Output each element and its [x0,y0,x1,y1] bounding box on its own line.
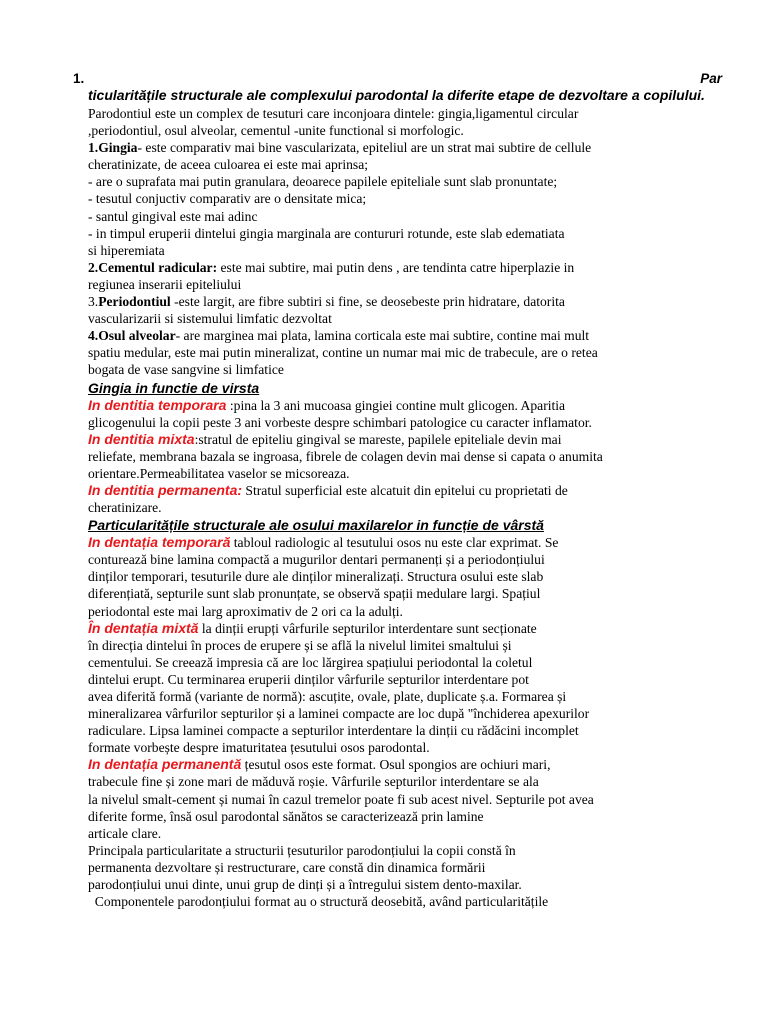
mixta-paragraph: In dentitia mixta:stratul de epiteliu gingival se mareste, papilele epiteliale devin mai [88,430,562,447]
dt-temporara-line: diferențiată, septurile sunt slab pronunțate, se observă spații medulare largi. Spațiul [88,586,541,602]
dt-permanenta-line: trabecule fine și zone mari de măduvă roșie. Vârfurile septurilor interdentare se ala [88,774,539,790]
document-body [73,69,722,910]
closing-line: parodonțiului unui dinte, unui grup de dinți și a întregului sistem dento-maxilar. [88,877,522,893]
cementul-line: regiunea inserarii epiteliului [88,276,242,292]
mixta-line: reliefate, membrana bazala se ingroasa, fibrele de colagen devin mai dense si capata o anumita [88,448,603,464]
permanenta-line: cheratinizare. [88,500,162,516]
section-title: ticularitățile structurale ale complexului parodontal la diferite etape de dezvoltare a copilului. [88,87,705,103]
gingia-line: si hiperemiata [88,242,165,258]
permanenta-label: In dentitia permanenta: [88,481,243,498]
osul-line: spatiu medular, este mai putin mineralizat, contine un numar mai mic de trabecule, are o retea [88,345,598,361]
dt-mixta-line: dintelui erupt. Cu terminarea eruperii dinților vârfurile septurilor interdentare pot [88,671,529,687]
periodontiul-label: Periodontiul [98,294,171,310]
gingia-paragraph: 1.Gingia- este comparativ mai bine vascularizata, epiteliul are un strat mai subtire de cellule [88,140,592,156]
dt-temporara-paragraph: In dentația temporară tabloul radiologic al tesutului osos nu este clar exprimat. Se [88,534,559,551]
gingia-line: - santul gingival este mai adinc [88,208,258,224]
cementul-paragraph: 2.Cementul radicular: este mai subtire, mai putin dens , are tendinta catre hiperplazie in [88,259,575,275]
cementul-label: 2.Cementul radicular: [88,259,218,275]
dt-mixta-line: cementului. Se creează impresia că are loc lărgirea spațiului periodontal la coletul [88,654,533,670]
title-fragment: Par [700,71,722,86]
osul-paragraph: 4.Osul alveolar- are marginea mai plata, lamina corticala este mai subtire, contine mai mult [88,328,590,344]
permanenta-paragraph: In dentitia permanenta: Stratul superficial este alcatuit din epitelui cu proprietati de [88,481,568,498]
closing-line: Componentele parodonțiului format au o structură deosebită, având particularitățile [88,894,549,910]
gingia-line: - in timpul eruperii dintelui gingia marginala are contururi rotunde, este slab edematiata [88,225,565,241]
dt-mixta-line: formate vorbește despre imaturitatea țesutului osos parodontal. [88,740,430,756]
dt-temporara-line: periodontal este mai larg aproximativ de 2 ori ca la adulți. [88,603,403,619]
temporara-paragraph: In dentitia temporara :pina la 3 ani mucoasa gingiei contine mult glicogen. Aparitia [88,396,566,413]
dt-temporara-line: dinților temporari, tesuturile dure ale dinților mineralizați. Structura osului este slab [88,569,544,585]
dt-temporara-line: conturează bine lamina compactă a mugurilor dentari permanenți și a periodonțiului [88,552,545,568]
gingia-label: 1.Gingia [88,140,138,156]
dt-mixta-line: mineralizarea vârfurilor septurilor și a laminei compacte are loc după "închiderea apexurilor [88,706,590,722]
dt-permanenta-line: diferite forme, însă osul parodontal sănătos se caracterizează prin lamine [88,808,484,824]
title-line [73,69,722,87]
subheading-gingia: Gingia in functie de virsta [88,379,260,396]
gingia-line: cheratinizate, de aceea culoarea ei este mai aprinsa; [88,157,369,173]
temporara-label: In dentitia temporara [88,396,227,413]
dt-permanenta-paragraph: In dentația permanentă țesutul osos este format. Osul spongios are ochiuri mari, [88,756,551,773]
temporara-line: glicogenului la copii peste 3 ani vorbeste despre schimbari patologice cu caracter inflamator. [88,414,592,430]
periodontiul-line: vascularizarii si sistemului limfatic dezvoltat [88,311,332,327]
dt-mixta-label: În dentația mixtă [88,619,199,636]
intro-line: ,periodontiul, osul alveolar, cementul -unite functional si morfologic. [88,123,464,139]
dt-mixta-line: avea diferită formă (variante de normă): ascuțite, ovale, plate, duplicate ș.a. Formarea și [88,689,567,704]
gingia-line: - tesutul conjuctiv comparativ are o densitate mica; [88,191,367,207]
mixta-line: orientare.Permeabilitatea vaselor se micsoreaza. [88,465,350,481]
subheading-osul: Particularitățile structurale ale osului maxilarelor in funcție de vârstă [88,517,544,534]
dt-mixta-paragraph: În dentația mixtă la dinții erupți vârfurile septurilor interdentare sunt secționate [88,619,537,636]
gingia-line: - are o suprafata mai putin granulara, deoarece papilele epiteliale sunt slab pronuntate; [88,174,558,190]
intro-line: Parodontiul este un complex de tesuturi care inconjoara dintele: gingia,ligamentul circular [88,106,579,121]
dt-permanenta-line: articale clare. [88,825,162,841]
closing-line: Principala particularitate a structurii țesuturilor parodonțiului la copii constă în [88,842,516,858]
osul-line: bogata de vase sangvine si limfatice [88,362,284,378]
periodontiul-paragraph: 3.Periodontiul -este largit, are fibre subtiri si fine, se deosebeste prin hidratare, datorita [88,294,565,310]
dt-temporara-label: In dentația temporară [88,534,231,551]
dt-mixta-line: în direcția dintelui în proces de erupere și se află la nivelul limitei smaltului și [88,637,512,653]
dt-permanenta-line: la nivelul smalt-cement și numai în cazul tremelor poate fi sub acest nivel. Septurile pot avea [88,791,594,807]
osul-label: 4.Osul alveolar [88,328,176,344]
closing-line: permanenta dezvoltare și restructurare, care constă din dinamica formării [88,859,486,875]
list-number: 1. [73,71,85,86]
dt-permanenta-label: In dentația permanentă [88,756,242,773]
mixta-label: In dentitia mixta [88,430,195,447]
dt-mixta-line: radiculare. Lipsa laminei compacte a septurilor interdentare la dinții cu rădăcini incomplet [88,723,579,739]
